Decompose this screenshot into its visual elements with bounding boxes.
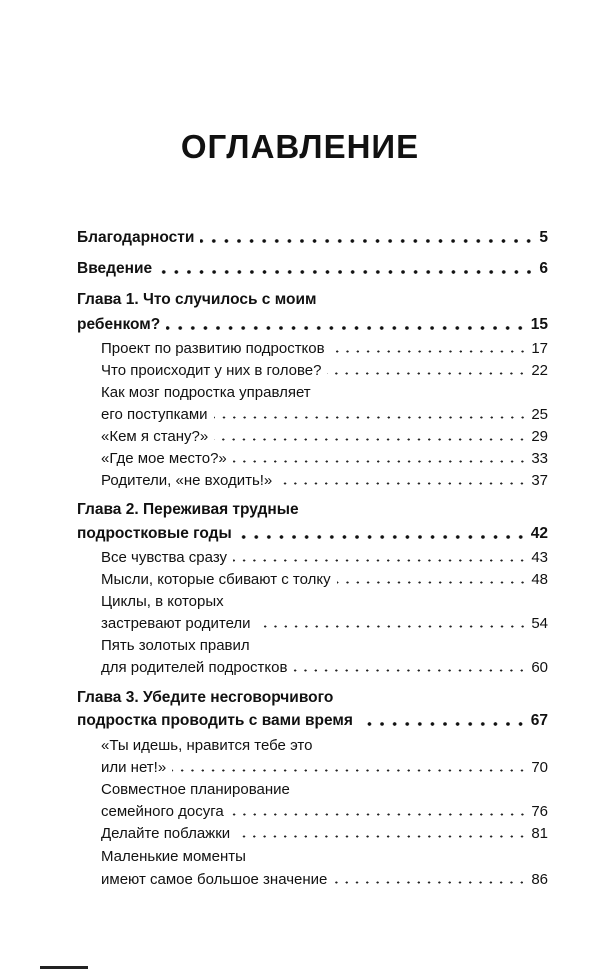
- toc-section[interactable]: [77, 333, 548, 357]
- toc-entry-text: его поступками: [101, 406, 208, 423]
- toc-page-number: 70: [531, 759, 548, 776]
- toc-chapter-1-title[interactable]: [77, 285, 548, 309]
- toc-page-number: 25: [531, 406, 548, 423]
- dot-leader: [327, 372, 527, 375]
- dot-leader: [214, 438, 527, 441]
- toc-section-title[interactable]: [77, 630, 548, 654]
- toc-section-title[interactable]: [77, 774, 548, 798]
- dot-leader: [236, 835, 527, 838]
- dot-leader: [333, 881, 527, 884]
- toc-section[interactable]: [77, 796, 548, 820]
- toc-entry-text: Совместное планирование: [101, 781, 290, 798]
- toc-entry-text: Мысли, которые сбивают с толку: [101, 571, 331, 588]
- toc-section[interactable]: [77, 542, 548, 566]
- toc-chapter-3-title[interactable]: [77, 683, 548, 707]
- toc-chapter-2[interactable]: [77, 519, 548, 543]
- toc-section-title[interactable]: [77, 841, 548, 865]
- scan-edge-mark: [40, 966, 88, 969]
- toc-entry-text: Как мозг подростка управляет: [101, 384, 311, 401]
- toc-entry-text: или нет!»: [101, 759, 167, 776]
- toc-page-number: 42: [530, 525, 548, 542]
- toc-page-number: 67: [530, 712, 548, 729]
- toc-entry-text: подростка проводить с вами время: [77, 712, 353, 729]
- toc-page-number: 81: [531, 825, 548, 842]
- toc-page-number: 60: [531, 659, 548, 676]
- dot-leader: [200, 239, 535, 243]
- toc-entry-text: Введение: [77, 260, 153, 277]
- dot-leader: [230, 813, 528, 816]
- toc-page-number: 86: [531, 871, 548, 888]
- toc-entry-text: Глава 3. Убедите несговорчивого: [77, 689, 334, 706]
- toc-entry-text: Глава 1. Что случилось с моим: [77, 291, 317, 308]
- toc-entry-text: для родителей подростков: [101, 659, 288, 676]
- toc-entry-text: Все чувства сразу: [101, 549, 228, 566]
- toc-page-number: 17: [531, 340, 548, 357]
- toc-chapter-1[interactable]: [77, 310, 548, 334]
- toc-section[interactable]: [77, 465, 548, 489]
- toc-section[interactable]: [77, 399, 548, 423]
- dot-leader: [158, 270, 535, 274]
- toc-page-number: 5: [539, 229, 548, 246]
- toc-entry-text: Циклы, в которых: [101, 593, 224, 610]
- toc-entry-acknowledgements[interactable]: [77, 223, 548, 247]
- toc-entry-text: «Кем я стану?»: [101, 428, 209, 445]
- dot-leader: [233, 460, 528, 463]
- toc-entry-text: семейного досуга: [101, 803, 224, 820]
- toc-entry-text: Глава 2. Переживая трудные: [77, 501, 299, 518]
- toc-entry-text: Благодарности: [77, 229, 195, 246]
- dot-leader: [233, 559, 527, 562]
- toc-section[interactable]: [77, 652, 548, 676]
- toc-page-number: 48: [531, 571, 548, 588]
- toc-entry-text: подростковые годы: [77, 525, 232, 542]
- toc-entry-introduction[interactable]: [77, 254, 548, 278]
- toc-page-number: 22: [531, 362, 548, 379]
- toc-section[interactable]: [77, 864, 548, 888]
- toc-page-number: 29: [531, 428, 548, 445]
- dot-leader: [331, 350, 528, 353]
- toc-entry-text: застревают родители: [101, 615, 251, 632]
- toc-page-number: 76: [531, 803, 548, 820]
- page-title: ОГЛАВЛЕНИЕ: [180, 128, 420, 165]
- toc-section-title[interactable]: [77, 377, 548, 401]
- toc-section[interactable]: [77, 818, 548, 842]
- toc-page-number: 33: [531, 450, 548, 467]
- dot-leader: [359, 722, 527, 726]
- toc-entry-text: Проект по развитию подростков: [101, 340, 325, 357]
- toc-section[interactable]: [77, 355, 548, 379]
- toc-entry-text: Что происходит у них в голове?: [101, 362, 322, 379]
- toc-section[interactable]: [77, 421, 548, 445]
- toc-entry-text: Делайте поблажки: [101, 825, 231, 842]
- toc-entry-text: «Где мое место?»: [101, 450, 227, 467]
- toc-entry-text: Родители, «не входить!»: [101, 472, 273, 489]
- toc-page-number: 37: [531, 472, 548, 489]
- toc-entry-text: ребенком?: [77, 316, 161, 333]
- toc-chapter-3[interactable]: [77, 706, 548, 730]
- dot-leader: [214, 416, 528, 419]
- dot-leader: [238, 535, 527, 539]
- toc-section[interactable]: [77, 564, 548, 588]
- dot-leader: [166, 326, 527, 330]
- dot-leader: [293, 669, 527, 672]
- toc-page-number: 43: [531, 549, 548, 566]
- toc-entry-text: Пять золотых правил: [101, 637, 250, 654]
- dot-leader: [257, 625, 528, 628]
- toc-section[interactable]: [77, 443, 548, 467]
- toc-entry-text: «Ты идешь, нравится тебе это: [101, 737, 313, 754]
- toc-page-number: 54: [531, 615, 548, 632]
- toc-entry-text: имеют самое большое значение: [101, 871, 328, 888]
- dot-leader: [172, 769, 527, 772]
- toc-section-title[interactable]: [77, 586, 548, 610]
- toc-entry-text: Маленькие моменты: [101, 848, 246, 865]
- toc-section[interactable]: [77, 752, 548, 776]
- toc-chapter-2-title[interactable]: [77, 495, 548, 519]
- toc-page-number: 15: [530, 316, 548, 333]
- dot-leader: [337, 581, 528, 584]
- toc-section[interactable]: [77, 608, 548, 632]
- dot-leader: [278, 482, 527, 485]
- toc-section-title[interactable]: [77, 730, 548, 754]
- toc-page-number: 6: [539, 260, 548, 277]
